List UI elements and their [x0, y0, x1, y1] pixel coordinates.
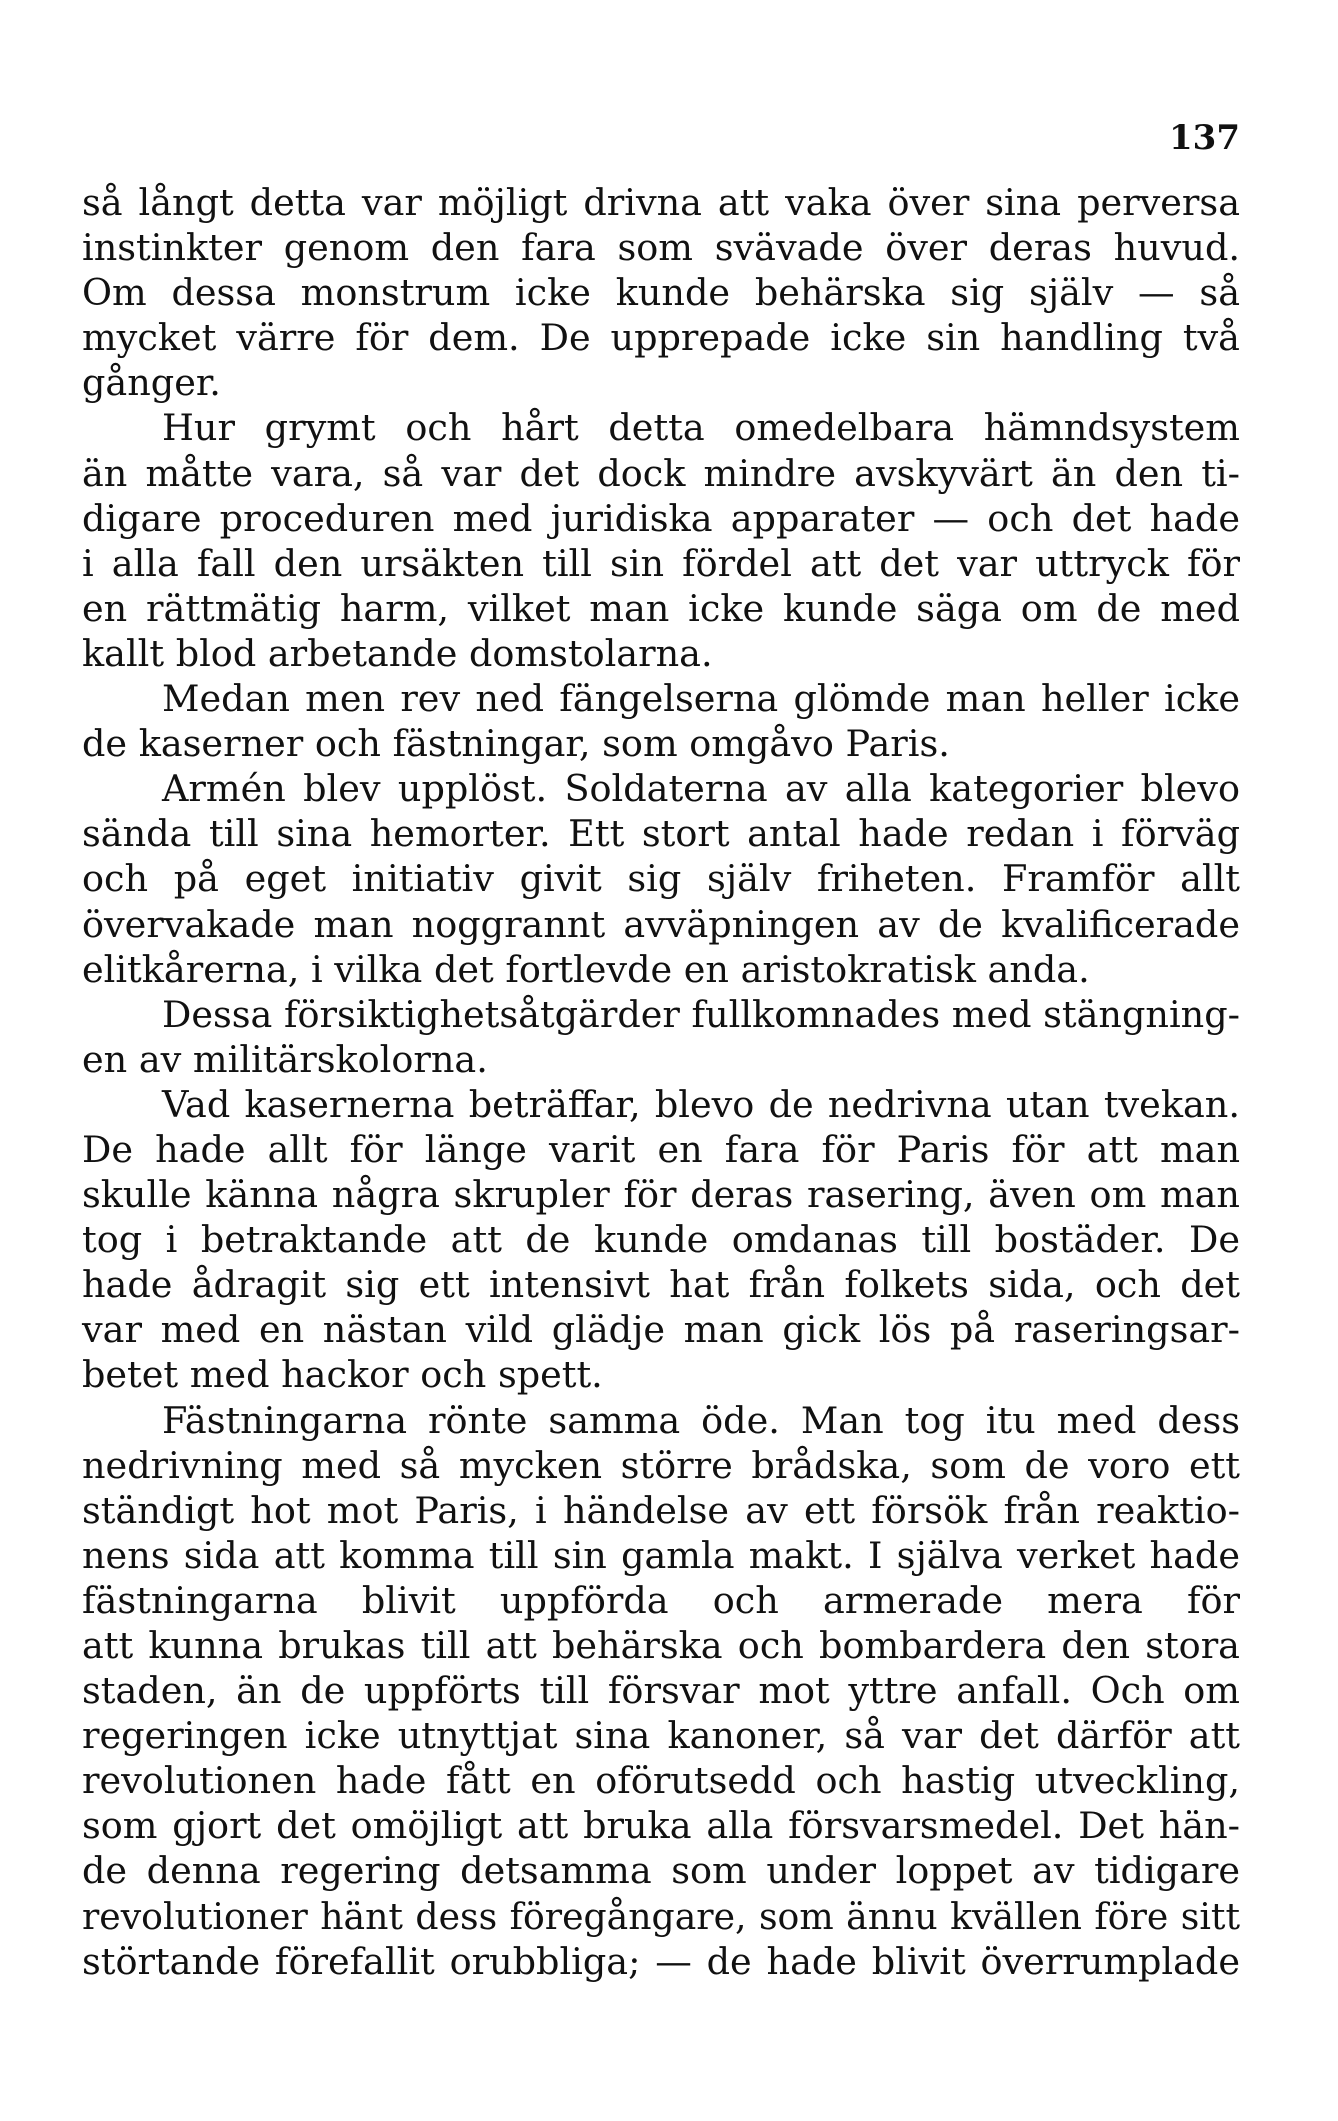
- text-line: revolutioner hänt dess föregångare, som ännu kvällen före sitt: [82, 1894, 1240, 1938]
- text-line: störtande förefallit orubbliga; — de hade blivit överrumplade: [82, 1939, 1240, 1983]
- page-number: 137: [1169, 118, 1240, 158]
- text-line: revolutionen hade fått en oförutsedd och hastig utveckling,: [82, 1759, 1240, 1803]
- text-line: tog i betraktande att de kunde omdanas till bostäder. De: [82, 1218, 1240, 1262]
- text-line: hade ådragit sig ett intensivt hat från folkets sida, och det: [82, 1263, 1240, 1307]
- text-line: var med en nästan vild glädje man gick lös på raseringsar-: [82, 1308, 1240, 1352]
- text-line: Fästningarna rönte samma öde. Man tog itu med dess: [162, 1398, 1240, 1442]
- text-line: digare proceduren med juridiska apparater — och det hade: [82, 496, 1240, 540]
- text-line: än måtte vara, så var det dock mindre avskyvärt än den ti-: [82, 451, 1240, 495]
- text-line: en av militärskolorna.: [82, 1037, 488, 1081]
- text-line: nens sida att komma till sin gamla makt. I själva verket hade: [82, 1533, 1240, 1577]
- text-line: instinkter genom den fara som svävade över deras huvud.: [82, 226, 1240, 270]
- text-line: Medan men rev ned fängelserna glömde man heller icke: [162, 677, 1240, 721]
- text-line: de kaserner och fästningar, som omgåvo Paris.: [82, 722, 950, 766]
- text-line: att kunna brukas till att behärska och bombardera den stora: [82, 1624, 1240, 1667]
- text-line: så långt detta var möjligt drivna att vaka över sina perversa: [82, 181, 1240, 224]
- text-line: gånger.: [82, 361, 221, 405]
- text-line: elitkårerna, i vilka det fortlevde en aristokratisk anda.: [82, 947, 1090, 991]
- text-line: de denna regering detsamma som under loppet av tidigare: [82, 1849, 1240, 1893]
- text-line: Hur grymt och hårt detta omedelbara hämndsystem: [162, 406, 1240, 450]
- text-line: fästningarna blivit uppförda och armerade mera för: [82, 1578, 1240, 1622]
- text-line: staden, än de uppförts till försvar mot yttre anfall. Och om: [82, 1669, 1240, 1713]
- text-line: kallt blod arbetande domstolarna.: [82, 631, 713, 675]
- body-text: [82, 180, 1240, 1984]
- text-line: skulle känna några skrupler för deras rasering, även om man: [82, 1173, 1240, 1217]
- text-line: och på eget initiativ givit sig själv friheten. Framför allt: [82, 857, 1240, 901]
- text-line: i alla fall den ursäkten till sin fördel att det var uttryck för: [82, 541, 1240, 585]
- text-line: betet med hackor och spett.: [82, 1353, 603, 1397]
- text-line: Vad kasernerna beträffar, blevo de nedrivna utan tvekan.: [162, 1082, 1240, 1126]
- text-line: sända till sina hemorter. Ett stort antal hade redan i förväg: [82, 812, 1240, 856]
- text-line: mycket värre för dem. De upprepade icke sin handling två: [82, 316, 1240, 360]
- text-line: en rättmätig harm, vilket man icke kunde säga om de med: [82, 586, 1240, 630]
- text-line: som gjort det omöjligt att bruka alla försvarsmedel. Det hän-: [82, 1804, 1240, 1848]
- text-line: Dessa försiktighetsåtgärder fullkomnades med stängning-: [162, 992, 1240, 1036]
- text-line: regeringen icke utnyttjat sina kanoner, så var det därför att: [82, 1714, 1240, 1758]
- text-line: ständigt hot mot Paris, i händelse av ett försök från reaktio-: [82, 1488, 1240, 1532]
- text-line: Armén blev upplöst. Soldaterna av alla kategorier blevo: [162, 767, 1240, 811]
- text-line: Om dessa monstrum icke kunde behärska sig själv — så: [82, 271, 1240, 315]
- text-line: övervakade man noggrannt avväpningen av de kvalificerade: [82, 902, 1240, 946]
- text-line: De hade allt för länge varit en fara för Paris för att man: [82, 1127, 1240, 1171]
- text-line: nedrivning med så mycken större brådska, som de voro ett: [82, 1443, 1240, 1487]
